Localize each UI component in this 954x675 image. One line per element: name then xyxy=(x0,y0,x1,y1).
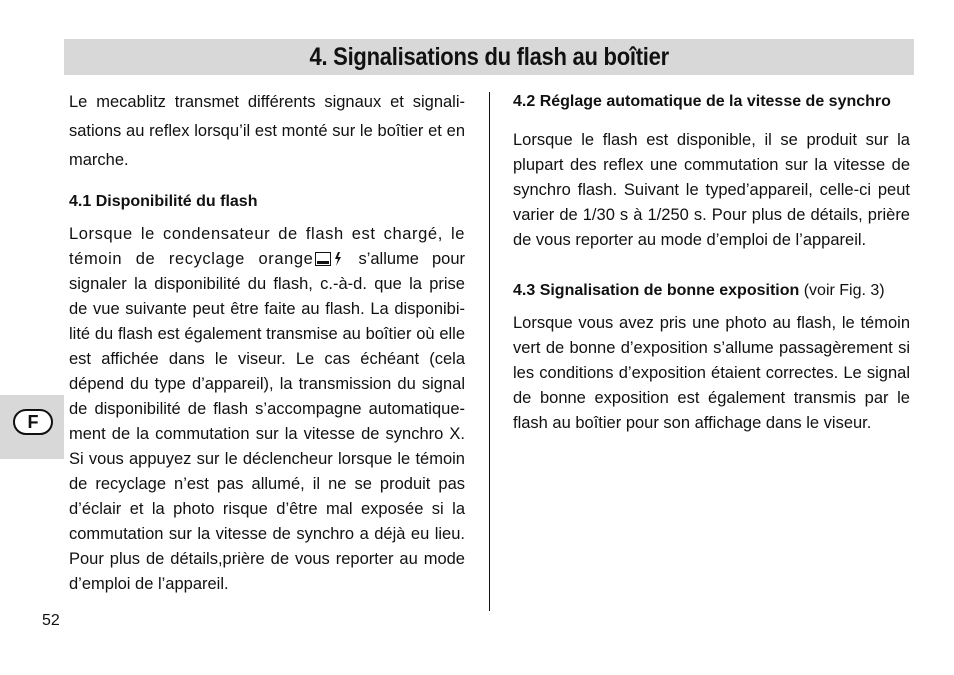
section-4-3-heading xyxy=(513,278,910,303)
section-4-3-heading-note: (voir Fig. 3) xyxy=(803,282,885,299)
language-tab xyxy=(0,395,64,459)
left-column xyxy=(69,87,465,597)
section-4-1-text-before-icon: Lorsque le condensateur de flash est chargé, le témoin de recyclage orange xyxy=(69,225,465,268)
right-column xyxy=(513,87,910,436)
section-4-1-text-after-icon: s’allume pour signaler la disponibilité du flash, c.-à-d. que la prise de vue suivante peut être faite au flash. La disponibi- lité du flash est également transmise au boîtier où elle est affichée dans le viseur. Le cas échéant (cela dépend du type d’appareil), la transmission du signal de disponibilité de flash s’accompagne automatique- ment de la commutation sur la vitesse de synchro X. Si vous appuyez sur le déclencheur lorsque le témoin de recyclage n’est pas allumé, il ne se produit pas d’éclair et la photo risque d’être mal exposée si la commutation sur la vitesse de synchro a déjà eu lieu. Pour plus de détails,prière de vous reporter au mode d’emploi de l’appareil. xyxy=(69,250,465,593)
section-4-1-paragraph xyxy=(69,222,465,597)
section-4-1-heading: 4.1 Disponibilité du flash xyxy=(69,193,258,210)
page-title: 4. Signalisations du flash au boîtier xyxy=(309,42,669,71)
title-bar xyxy=(64,39,914,75)
section-4-3-heading-text: 4.3 Signalisation de bonne exposition xyxy=(513,282,800,299)
intro-paragraph: Le mecablitz transmet différents signaux et signali- sations au reflex lorsqu’il est monté sur le boîtier et en marche. xyxy=(69,93,465,169)
language-badge: F xyxy=(13,409,53,435)
page-number: 52 xyxy=(42,612,60,629)
section-4-2-heading: 4.2 Réglage automatique de la vitesse de synchro xyxy=(513,93,891,110)
flash-ready-icon xyxy=(315,252,343,266)
column-divider xyxy=(489,92,490,611)
section-4-2-paragraph: Lorsque le flash est disponible, il se produit sur la plupart des reflex une commutation sur la vitesse de synchro flash. Suivant le typed’appareil, celle-ci peut varier de 1/30 s à 1/250 s. Pour plus de détails, prière de vous reporter au mode d’emploi de l’appareil. xyxy=(513,131,910,249)
section-4-3-paragraph: Lorsque vous avez pris une photo au flash, le témoin vert de bonne d’exposition s’allume passagèrement si les conditions d’exposition étaient correctes. Le signal de bonne exposition est également transmis par le flash au boîtier pour son affichage dans le viseur. xyxy=(513,314,910,432)
